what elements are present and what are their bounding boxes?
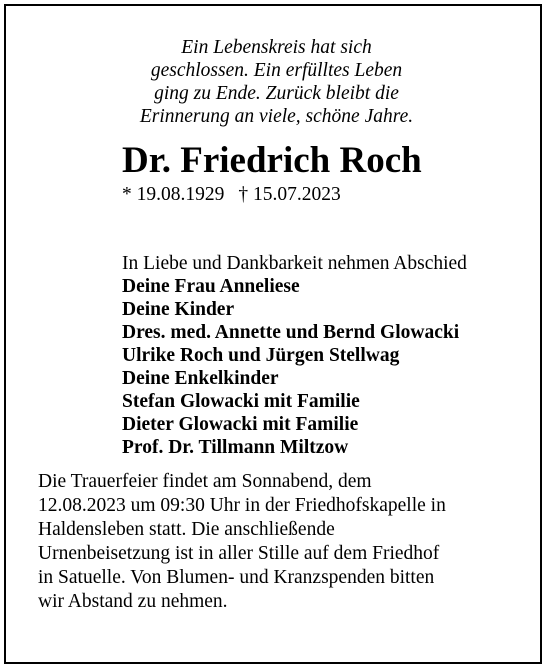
mourner-line: Dres. med. Annette und Bernd Glowacki — [122, 322, 460, 343]
funeral-notice — [38, 470, 518, 614]
notice-line: 12.08.2023 um 09:30 Uhr in der Friedhofskapelle in — [38, 495, 446, 516]
notice-line: Die Trauerfeier findet am Sonnabend, dem — [38, 471, 372, 492]
farewell-intro: In Liebe und Dankbarkeit nehmen Abschied — [122, 253, 467, 274]
notice-line: Urnenbeisetzung ist in aller Stille auf dem Friedhof — [38, 543, 440, 564]
death-date: † 15.07.2023 — [238, 184, 341, 205]
deceased-name: Dr. Friedrich Roch — [122, 140, 422, 181]
notice-line: in Satuelle. Von Blumen- und Kranzspenden bitten — [38, 567, 435, 588]
mourner-line: Dieter Glowacki mit Familie — [122, 414, 359, 435]
mourner-line: Ulrike Roch und Jürgen Stellwag — [122, 345, 400, 366]
notice-line: wir Abstand zu nehmen. — [38, 591, 228, 612]
life-dates — [122, 183, 341, 207]
poem-line: Ein Lebenskreis hat sich — [181, 37, 372, 58]
mourners-block — [122, 252, 467, 459]
mourner-line: Deine Enkelkinder — [122, 368, 279, 389]
memorial-poem — [0, 36, 550, 128]
poem-line: geschlossen. Ein erfülltes Leben — [150, 60, 403, 81]
mourner-line: Stefan Glowacki mit Familie — [122, 391, 360, 412]
mourner-line: Deine Kinder — [122, 299, 235, 320]
poem-line: Erinnerung an viele, schöne Jahre. — [139, 106, 414, 127]
mourner-line: Deine Frau Anneliese — [122, 276, 300, 297]
notice-line: Haldensleben statt. Die anschließende — [38, 519, 335, 540]
poem-line: ging zu Ende. Zurück bleibt die — [154, 83, 399, 104]
mourner-line: Prof. Dr. Tillmann Miltzow — [122, 437, 349, 458]
birth-date: * 19.08.1929 — [122, 184, 225, 205]
